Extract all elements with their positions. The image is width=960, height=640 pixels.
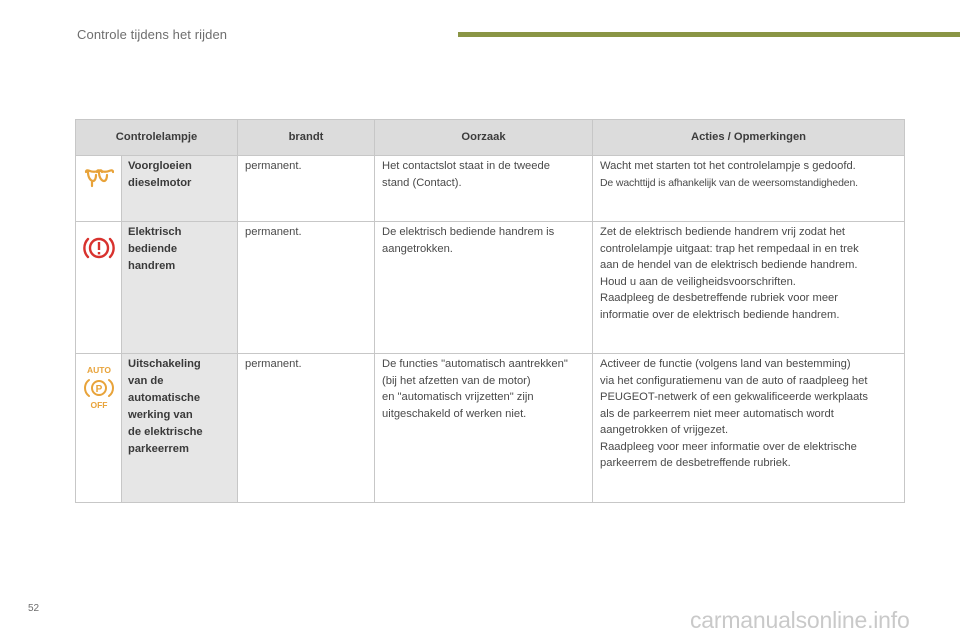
table-row (76, 354, 905, 503)
lamp-action (593, 156, 905, 222)
auto-park-off-icon (83, 366, 115, 410)
lamp-icon-cell (76, 354, 122, 503)
column-header-actions: Acties / Opmerkingen (593, 120, 905, 156)
lamp-cause: De elektrisch bediende handrem is aangetrokken. (375, 222, 593, 354)
column-header-lamp: Controlelampje (76, 120, 238, 156)
lamp-action-note: De wachttijd is afhankelijk van de weersomstandigheden. (600, 176, 858, 189)
lamp-state: permanent. (238, 222, 375, 354)
table-row (76, 222, 905, 354)
lamp-cause: Het contactslot staat in de tweede stand (Contact). (375, 156, 593, 222)
lamp-state: permanent. (238, 354, 375, 503)
lamp-icon-cell (76, 222, 122, 354)
page-number: 52 (28, 603, 40, 614)
lamp-name: Voorgloeien dieselmotor (122, 156, 238, 222)
table-header-row (76, 120, 905, 156)
glow-plug-icon (84, 168, 114, 188)
park-label: P (95, 384, 102, 395)
header-accent-bar (458, 32, 960, 37)
watermark: carmanualsonline.info (690, 607, 910, 633)
auto-label: AUTO (86, 366, 111, 375)
lamp-name: Elektrisch bediende handrem (122, 222, 238, 354)
off-label: OFF (90, 400, 107, 410)
lamp-action-main: Wacht met starten tot het controlelampje s gedoofd. (600, 160, 856, 172)
warning-lamp-table (75, 119, 905, 503)
lamp-name: Uitschakeling van de automatische werking van de elektrische parkeerrem (122, 354, 238, 503)
page-title: Controle tijdens het rijden (77, 27, 228, 42)
lamp-cause: De functies "automatisch aantrekken" (bij het afzetten van de motor) en "automatisch vrijzetten" zijn uitgeschakeld of werken niet. (375, 354, 593, 503)
brake-warning-icon (82, 234, 116, 262)
column-header-cause: Oorzaak (375, 120, 593, 156)
lamp-state: permanent. (238, 156, 375, 222)
lamp-icon-cell (76, 156, 122, 222)
column-header-state: brandt (238, 120, 375, 156)
lamp-action: Zet de elektrisch bediende handrem vrij zodat het controlelampje uitgaat: trap het rempedaal in en trek aan de hendel van de elektrisch bediende handrem. Houd u aan de veiligheidsvoorschriften. Raadpleeg de desbetreffende rubriek voor meer informatie over de elektrisch bediende handrem. (593, 222, 905, 354)
table-row (76, 156, 905, 222)
lamp-action: Activeer de functie (volgens land van bestemming) via het configuratiemenu van de auto of raadpleeg het PEUGEOT-netwerk of een gekwalificeerde werkplaats als de parkeerrem niet meer automatisch wordt aangetrokken of vrijgezet. Raadpleeg voor meer informatie over de elektrische parkeerrem de desbetreffende rubriek. (593, 354, 905, 503)
